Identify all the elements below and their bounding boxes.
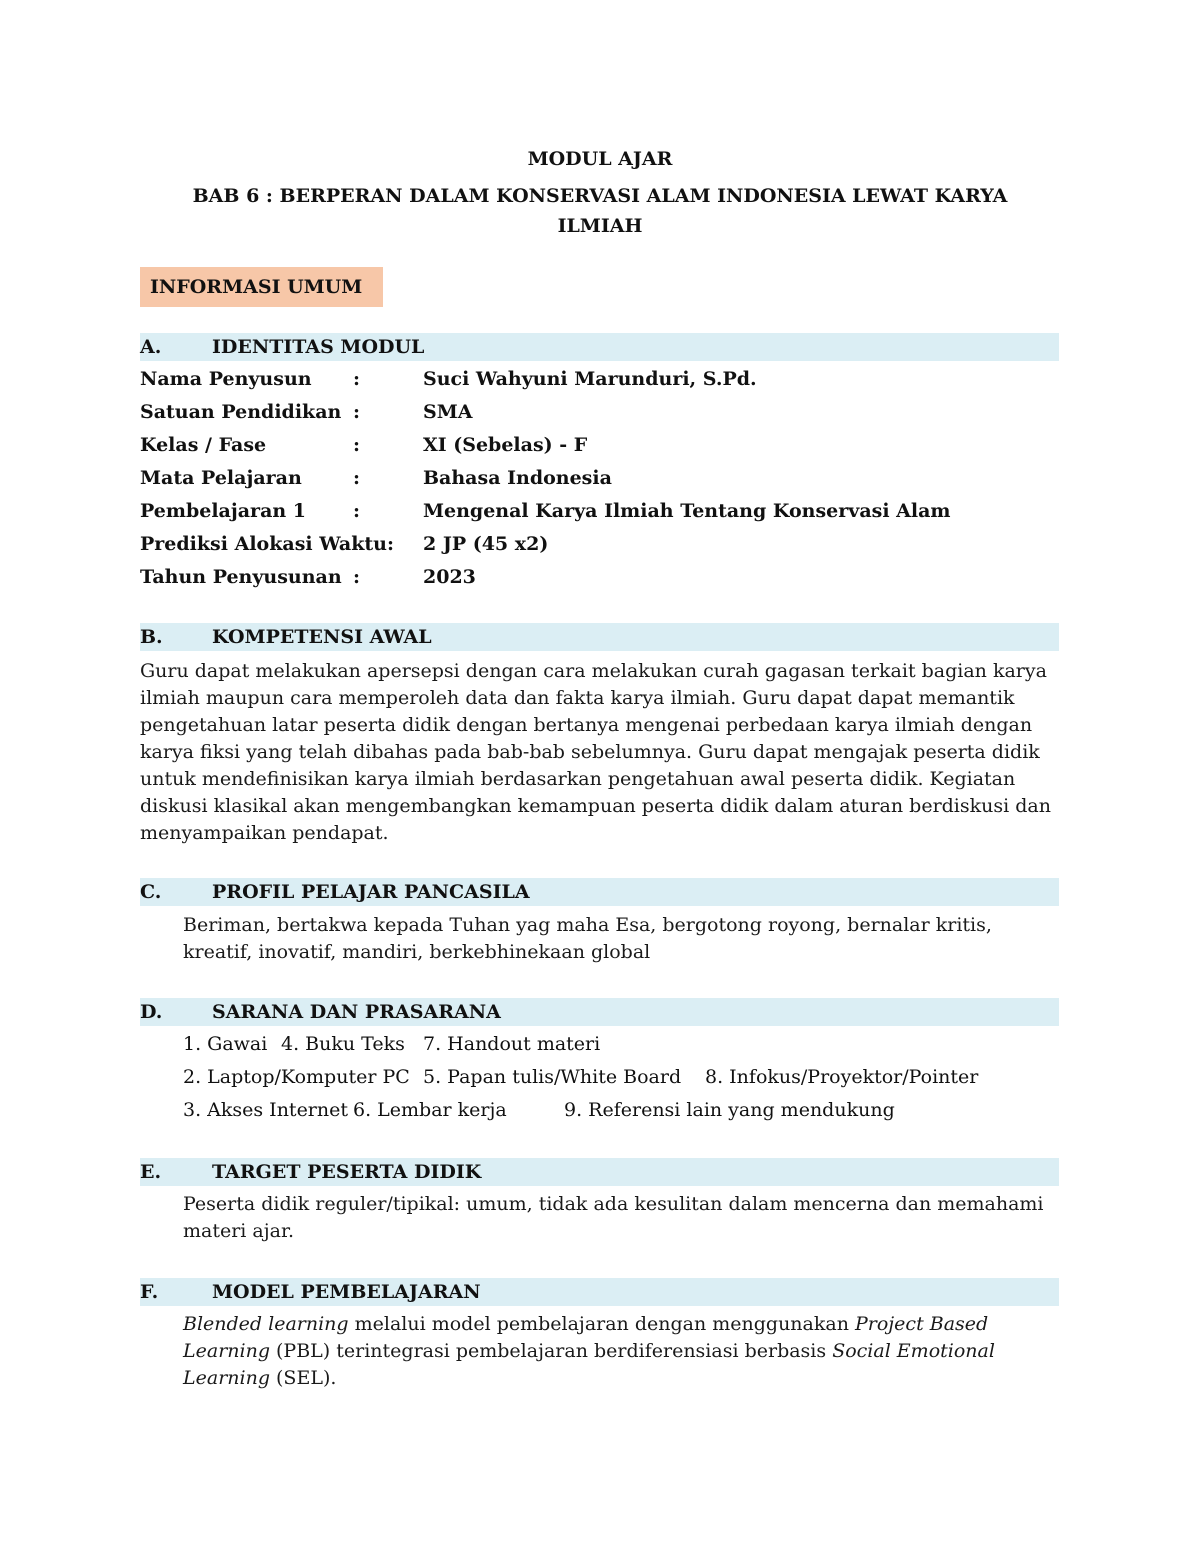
section-b-header xyxy=(140,623,1059,651)
identity-row xyxy=(140,566,1060,596)
identity-row xyxy=(140,467,1060,497)
identity-value: 2 JP (45 x2) xyxy=(423,533,549,555)
info-umum-label: INFORMASI UMUM xyxy=(140,267,383,307)
section-e-header xyxy=(140,1158,1059,1186)
identity-row xyxy=(140,500,1060,530)
section-f-header xyxy=(140,1278,1059,1306)
section-a-header xyxy=(140,333,1059,361)
identity-colon: : xyxy=(353,500,361,522)
emphasis-term: Social Emotional Learning xyxy=(183,1340,995,1389)
sarana-item: 2. Laptop/Komputer PC xyxy=(183,1066,410,1088)
section-d-header xyxy=(140,998,1059,1026)
section-c-header xyxy=(140,878,1059,906)
document-title: MODUL AJAR xyxy=(527,148,673,170)
text-run: (PBL) terintegrasi pembelajaran berdiferensiasi berbasis xyxy=(269,1340,833,1362)
emphasis-term: Blended learning xyxy=(183,1313,349,1335)
section-letter: B. xyxy=(140,626,163,648)
identity-value: 2023 xyxy=(423,566,476,588)
sarana-item: 8. Infokus/Proyektor/Pointer xyxy=(705,1066,979,1088)
sarana-item: 7. Handout materi xyxy=(423,1033,601,1055)
section-letter: E. xyxy=(140,1161,162,1183)
section-title: KOMPETENSI AWAL xyxy=(212,626,432,648)
sarana-item: 9. Referensi lain yang mendukung xyxy=(564,1099,895,1121)
identity-value: Mengenal Karya Ilmiah Tentang Konservasi Alam xyxy=(423,500,951,522)
identity-label: Nama Penyusun xyxy=(140,368,312,390)
sarana-item: 6. Lembar kerja xyxy=(353,1099,507,1121)
text-run: (SEL). xyxy=(269,1367,337,1389)
section-letter: A. xyxy=(140,336,162,358)
identity-colon: : xyxy=(353,401,361,423)
identity-label: Mata Pelajaran xyxy=(140,467,302,489)
identity-row xyxy=(140,368,1060,398)
emphasis-term: Project Based Learning xyxy=(183,1313,989,1362)
identity-label: Kelas / Fase xyxy=(140,434,267,456)
section-title: IDENTITAS MODUL xyxy=(212,336,425,358)
sarana-item: 5. Papan tulis/White Board xyxy=(423,1066,682,1088)
identity-colon: : xyxy=(353,566,361,588)
identity-label: Prediksi Alokasi Waktu: xyxy=(140,533,394,555)
section-title: PROFIL PELAJAR PANCASILA xyxy=(212,881,530,903)
section-letter: F. xyxy=(140,1281,159,1303)
section-letter: D. xyxy=(140,1001,163,1023)
identity-label: Tahun Penyusunan xyxy=(140,566,342,588)
profil-pelajar-text: Beriman, bertakwa kepada Tuhan yag maha Esa, bergotong royong, bernalar kritis, kreatif, inovatif, mandiri, berkebhinekaan global xyxy=(183,914,992,963)
identity-colon: : xyxy=(353,434,361,456)
identity-colon: : xyxy=(353,467,361,489)
section-title: SARANA DAN PRASARANA xyxy=(212,1001,501,1023)
sarana-item: 3. Akses Internet xyxy=(183,1099,349,1121)
identity-row xyxy=(140,434,1060,464)
kompetensi-awal-text: Guru dapat melakukan apersepsi dengan cara melakukan curah gagasan terkait bagian karya ilmiah maupun cara memperoleh data dan fakta karya ilmiah. Guru dapat dapat memantik pengetahuan latar peserta didik dengan bertanya mengenai perbedaan karya ilmiah dengan karya fiksi yang telah dibahas pada bab-bab sebelumnya. Guru dapat mengajak peserta didik untuk mendefinisikan karya ilmiah berdasarkan pengetahuan awal peserta didik. Kegiatan diskusi klasikal akan mengembangkan kemampuan peserta didik dalam aturan berdiskusi dan menyampaikan pendapat. xyxy=(140,660,1051,844)
section-title: TARGET PESERTA DIDIK xyxy=(212,1161,482,1183)
identity-value: SMA xyxy=(423,401,473,423)
identity-value: XI (Sebelas) - F xyxy=(423,434,588,456)
section-title: MODEL PEMBELAJARAN xyxy=(212,1281,481,1303)
identity-row xyxy=(140,401,1060,431)
identity-label: Pembelajaran 1 xyxy=(140,500,307,522)
identity-colon: : xyxy=(353,368,361,390)
text-run: melalui model pembelajaran dengan menggunakan xyxy=(348,1313,855,1335)
document-subtitle: BAB 6 : BERPERAN DALAM KONSERVASI ALAM INDONESIA LEWAT KARYA ILMIAH xyxy=(192,185,1008,237)
target-peserta-text: Peserta didik reguler/tipikal: umum, tidak ada kesulitan dalam mencerna dan memahami materi ajar. xyxy=(183,1193,1044,1242)
identity-label: Satuan Pendidikan xyxy=(140,401,342,423)
section-letter: C. xyxy=(140,881,162,903)
sarana-item: 4. Buku Teks xyxy=(281,1033,405,1055)
identity-value: Bahasa Indonesia xyxy=(423,467,612,489)
identity-row xyxy=(140,533,1060,563)
model-pembelajaran-text xyxy=(183,1311,1053,1392)
sarana-item: 1. Gawai xyxy=(183,1033,268,1055)
identity-value: Suci Wahyuni Marunduri, S.Pd. xyxy=(423,368,757,390)
